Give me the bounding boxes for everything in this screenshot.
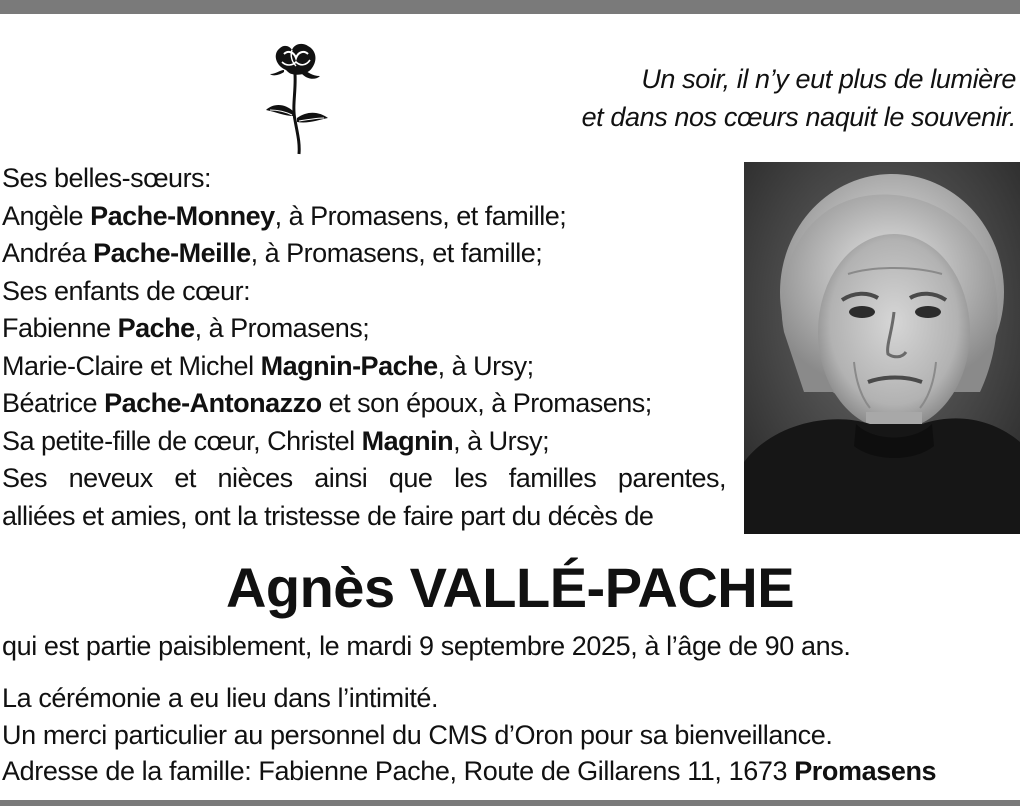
- family-line-text: , à Promasens, et famille;: [274, 200, 567, 231]
- family-line-text: Angèle: [2, 200, 91, 231]
- notes-line: La cérémonie a eu lieu dans l’intimité.: [2, 683, 439, 713]
- family-line-text: Sa petite-fille de cœur, Christel: [2, 425, 362, 456]
- family-line-text: , à Promasens, et famille;: [250, 238, 543, 268]
- family-line-text: Andréa: [2, 238, 94, 268]
- notes-line: Un merci particulier au personnel du CMS d’Oron pour sa bienveillance.: [2, 719, 833, 750]
- family-surname: Pache-Monney: [90, 200, 275, 231]
- family-line: [2, 348, 726, 386]
- quote-line-2: et dans nos cœurs naquit le souvenir.: [581, 102, 1016, 132]
- family-line: Ses belles-sœurs:: [2, 163, 212, 193]
- family-surname: Pache-Meille: [93, 238, 251, 268]
- family-line-text: , à Promasens;: [194, 313, 370, 343]
- family-line: [2, 198, 726, 236]
- rose-icon: [262, 40, 334, 156]
- family-address: [2, 753, 936, 790]
- family-line: [2, 423, 726, 461]
- portrait-drawing: [744, 162, 1020, 534]
- family-line-text: Fabienne: [2, 313, 118, 343]
- portrait-photo: [744, 162, 1020, 534]
- family-line-text: et son époux, à Promasens;: [321, 388, 652, 418]
- ceremony-notes: [2, 680, 936, 790]
- top-border-rule: [0, 0, 1020, 14]
- family-line: alliées et amies, ont la tristesse de faire part du décès de: [2, 500, 654, 531]
- quote-line-1: Un soir, il n’y eut plus de lumière: [641, 64, 1016, 94]
- deceased-name: Agnès VALLÉ-PACHE: [225, 556, 795, 619]
- family-line-text: Marie-Claire et Michel: [2, 350, 261, 381]
- family-line: [2, 235, 726, 273]
- family-surname: Pache-Antonazzo: [104, 388, 322, 418]
- family-line-text: Béatrice: [2, 388, 105, 418]
- family-line-text: , à Ursy;: [437, 350, 534, 381]
- family-line: Ses neveux et nièces ainsi que les familles parentes,: [2, 463, 726, 493]
- address-text: Adresse de la famille: Fabienne Pache, Route de Gillarens 11, 1673: [2, 756, 795, 786]
- family-surname: Magnin-Pache: [260, 350, 438, 381]
- family-line: Ses enfants de cœur:: [2, 275, 251, 306]
- memorial-quote: [456, 60, 1016, 136]
- bottom-border-rule: [0, 800, 1020, 806]
- address-town: Promasens: [794, 756, 937, 786]
- family-surname: Pache: [117, 313, 195, 343]
- passing-statement: qui est partie paisiblement, le mardi 9 septembre 2025, à l’âge de 90 ans.: [2, 631, 851, 661]
- family-surname: Magnin: [361, 425, 454, 456]
- family-line: [2, 310, 726, 348]
- family-line-text: , à Ursy;: [453, 425, 550, 456]
- family-announcement: [2, 160, 726, 535]
- family-line: [2, 385, 726, 423]
